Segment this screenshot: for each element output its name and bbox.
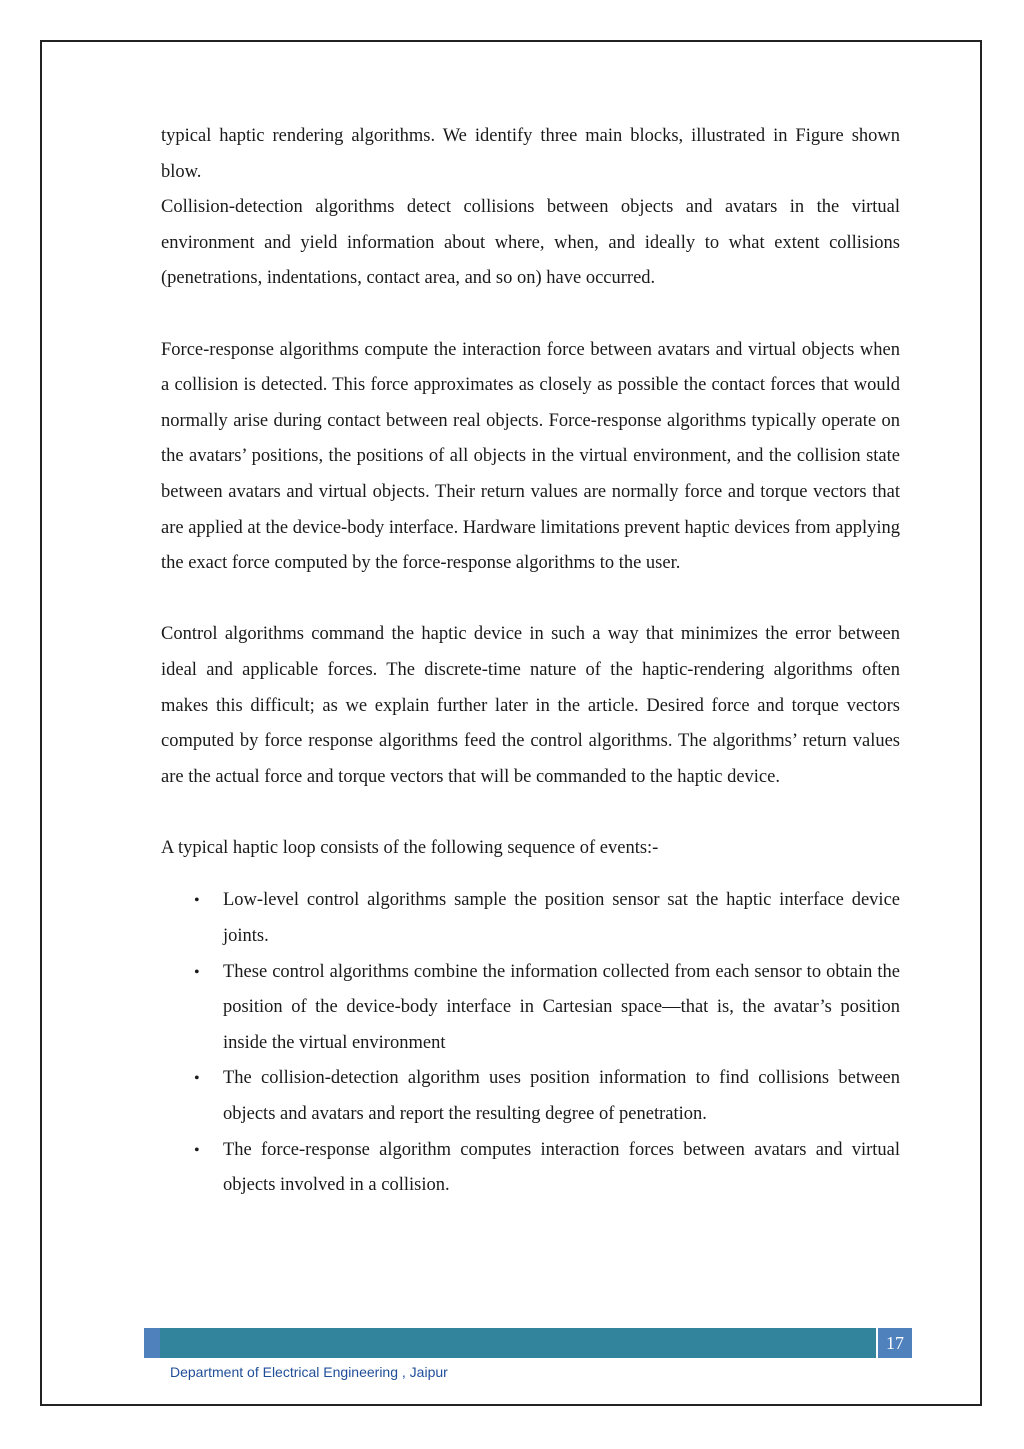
paragraph-haptic-loop-intro: A typical haptic loop consists of the following sequence of events:-	[161, 837, 659, 858]
list-item-text: The collision-detection algorithm uses position information to find collisions between objects and avatars and report the resulting degree of penetration.	[223, 1068, 900, 1125]
document-body	[161, 119, 900, 1204]
list-item	[161, 1133, 900, 1204]
bullet-icon: •	[194, 1070, 200, 1088]
footer-department: Department of Electrical Engineering , Jaipur	[170, 1364, 448, 1380]
bullet-icon: •	[194, 1141, 200, 1159]
list-item	[161, 883, 900, 954]
paragraph-collision-detection: Collision-detection algorithms detect collisions between objects and avatars in the virtual environment and yield information about where, when, and ideally to what extent collisions (penetrations, indentations, contact area, and so on) have occurred.	[161, 197, 900, 289]
paragraph-intro: typical haptic rendering algorithms. We identify three main blocks, illustrated in Figure shown blow.	[161, 126, 900, 182]
haptic-loop-bullet-list	[161, 883, 900, 1203]
paragraph-gap	[161, 297, 900, 333]
list-item-text: Low-level control algorithms sample the position sensor sat the haptic interface device joints.	[223, 890, 900, 947]
list-item-text: The force-response algorithm computes interaction forces between avatars and virtual objects involved in a collision.	[223, 1139, 900, 1196]
page-number: 17	[876, 1328, 912, 1358]
list-item-text: These control algorithms combine the information collected from each sensor to obtain the position of the device-body interface in Cartesian space—that is, the avatar’s position inside the virtual environment	[223, 961, 900, 1053]
footer-bar	[144, 1328, 912, 1358]
list-item	[161, 955, 900, 1062]
paragraph-gap	[161, 795, 900, 831]
bullet-icon: •	[194, 892, 200, 910]
list-item	[161, 1061, 900, 1132]
paragraph-control-algorithms: Control algorithms command the haptic device in such a way that minimizes the error between ideal and applicable forces. The discrete-time nature of the haptic-rendering algorithms often makes this difficult; as we explain further later in the article. Desired force and torque vectors computed by force response algorithms feed the control algorithms. The algorithms’ return values are the actual force and torque vectors that will be commanded to the haptic device.	[161, 624, 900, 787]
bullet-icon: •	[194, 963, 200, 981]
paragraph-gap	[161, 582, 900, 618]
paragraph-force-response: Force-response algorithms compute the interaction force between avatars and virtual objects when a collision is detected. This force approximates as closely as possible the contact forces that would normally arise during contact between real objects. Force-response algorithms typically operate on the avatars’ positions, the positions of all objects in the virtual environment, and the collision state between avatars and virtual objects. Their return values are normally force and torque vectors that are applied at the device-body interface. Hardware limitations prevent haptic devices from applying the exact force computed by the force-response algorithms to the user.	[161, 339, 900, 574]
footer-bar-accent	[144, 1328, 160, 1358]
